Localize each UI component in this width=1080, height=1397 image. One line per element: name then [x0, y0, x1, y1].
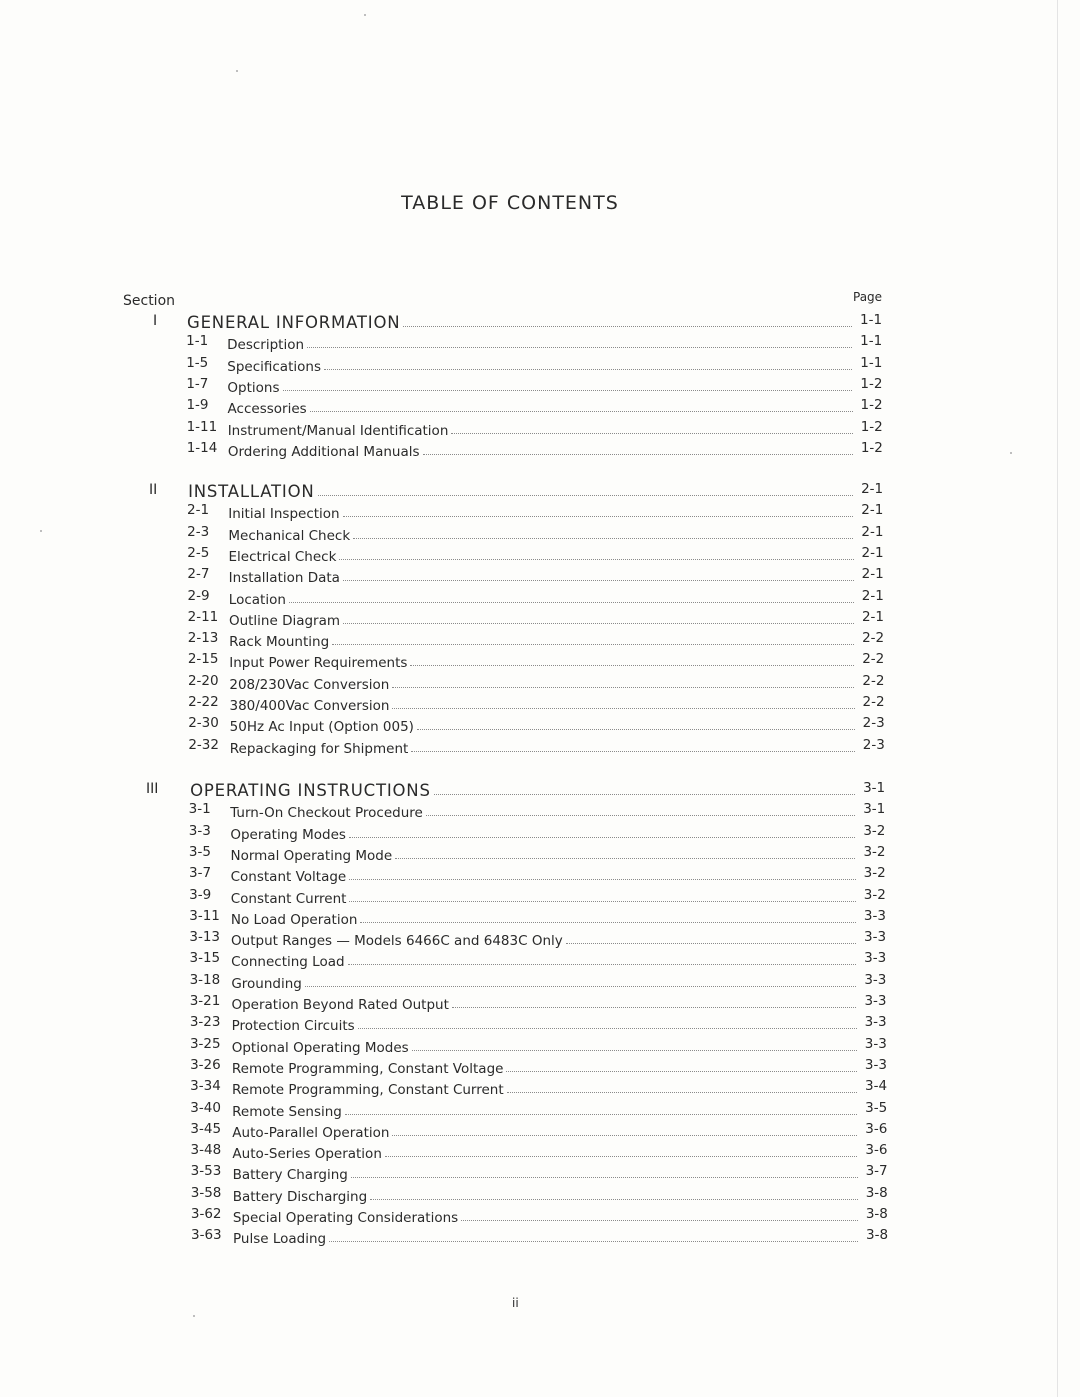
entry-page: 3-4 [865, 1078, 888, 1095]
toc-entry-row [0, 440, 1000, 460]
entry-number: 3-18 [189, 971, 221, 988]
entry-number: 3-7 [189, 865, 212, 882]
toc-entry-row [0, 1036, 1000, 1056]
entry-title: Ordering Additional Manuals [227, 443, 420, 460]
entry-number: 3-58 [190, 1184, 222, 1201]
toc-entry-row [0, 1057, 1000, 1077]
dot-leader [329, 1240, 858, 1242]
entry-page: 3-3 [864, 929, 887, 946]
dot-leader [392, 1134, 857, 1136]
dot-leader [349, 836, 855, 838]
dot-leader [343, 515, 854, 517]
dot-leader [566, 942, 856, 944]
dot-leader [353, 537, 853, 539]
entry-label [229, 566, 854, 586]
section-numeral: II [149, 482, 158, 498]
entry-page: 3-8 [865, 1227, 889, 1244]
entry-label [233, 1185, 858, 1205]
entry-page: 3-8 [865, 1206, 888, 1222]
entry-number: 2-1 [187, 502, 210, 519]
entry-label [229, 545, 854, 565]
entry-page: 1-1 [860, 333, 883, 350]
entry-page: 2-3 [862, 715, 885, 732]
dot-leader [307, 346, 852, 348]
entry-number: 3-15 [189, 950, 221, 967]
entry-page: 1-1 [860, 354, 883, 371]
toc-entry-row [0, 673, 1000, 693]
entry-title: 380/400Vac Conversion [229, 698, 390, 714]
toc-entry-row [0, 887, 1000, 907]
entry-title: Options [227, 379, 280, 396]
entry-title: Special Operating Considerations [232, 1210, 459, 1226]
entry-label [232, 1036, 857, 1056]
toc-entry-row [0, 1014, 1000, 1034]
entry-title: Input Power Requirements [229, 655, 408, 672]
entry-title: Constant Voltage [230, 869, 347, 886]
entry-label [190, 780, 855, 800]
entry-title: Normal Operating Mode [230, 847, 393, 864]
entry-title: Auto-Series Operation [232, 1146, 382, 1163]
entry-number: 3-34 [190, 1078, 221, 1095]
dot-leader [417, 728, 855, 730]
toc-entry-row [0, 376, 1000, 396]
dot-leader [360, 921, 855, 923]
toc-entry-row [0, 908, 1000, 928]
entry-label [228, 524, 853, 544]
dot-leader [310, 410, 853, 412]
entry-page: 1-2 [860, 439, 883, 456]
section-title: GENERAL INFORMATION [187, 313, 401, 332]
entry-number: 1-14 [186, 439, 218, 456]
toc-entry-row [0, 1206, 1000, 1226]
entry-title: Protection Circuits [231, 1018, 355, 1035]
toc-entry-row [0, 865, 1000, 885]
dot-leader [423, 453, 853, 455]
entry-number: 3-13 [189, 929, 220, 946]
entry-label [230, 823, 855, 843]
entry-page: 2-1 [861, 502, 884, 519]
entry-page: 3-3 [864, 1056, 887, 1073]
toc-entry-row [0, 545, 1000, 565]
dot-leader [289, 601, 854, 603]
toc-entry-row [0, 419, 1000, 439]
entry-number: 3-3 [188, 822, 211, 839]
section-heading-row [0, 312, 1000, 332]
section-numeral: I [153, 313, 158, 329]
entry-number: 1-7 [186, 375, 209, 392]
toc-entry-row [0, 1078, 1000, 1098]
entry-page: 3-3 [863, 907, 886, 924]
entry-label [228, 397, 853, 417]
entry-number: 2-20 [187, 672, 219, 689]
dot-leader [343, 579, 854, 581]
entry-page: 2-1 [861, 608, 884, 625]
dot-leader [434, 793, 855, 795]
entry-label [232, 1078, 857, 1098]
entry-title: Mechanical Check [228, 527, 351, 544]
entry-number: 3-45 [190, 1120, 222, 1137]
entry-number: 3-9 [189, 886, 212, 903]
entry-page: 3-2 [863, 822, 886, 839]
section-title: OPERATING INSTRUCTIONS [190, 781, 431, 800]
entry-label [187, 312, 852, 332]
section-title: INSTALLATION [188, 482, 315, 501]
dot-leader [324, 368, 852, 370]
entry-page: 2-3 [862, 736, 885, 753]
entry-page: 3-1 [863, 780, 886, 796]
entry-title: Operating Modes [230, 826, 346, 843]
entry-number: 2-13 [187, 630, 219, 647]
entry-title: Turn-On Checkout Procedure [230, 805, 423, 822]
entry-number: 2-30 [188, 715, 219, 732]
toc-entry-row [0, 397, 1000, 417]
entry-label [229, 588, 854, 608]
toc-entry-row [0, 1142, 1000, 1162]
dot-leader [283, 389, 853, 391]
dot-leader [349, 878, 855, 880]
toc-entry-row [0, 694, 1000, 714]
entry-page: 3-1 [863, 801, 886, 818]
entry-label [228, 419, 853, 439]
entry-number: 2-32 [188, 736, 219, 753]
entry-page: 3-6 [865, 1142, 888, 1159]
entry-label [188, 481, 853, 501]
entry-label [232, 1100, 857, 1120]
entry-title: Pulse Loading [232, 1231, 327, 1248]
entry-label [227, 333, 852, 353]
toc-entry-row [0, 737, 1000, 757]
dot-leader [452, 1006, 857, 1008]
entry-title: Auto-Parallel Operation [232, 1124, 390, 1141]
section-heading-row [0, 481, 1000, 501]
entry-page: 2-1 [861, 481, 884, 497]
toc-entry-row [0, 1163, 1000, 1183]
section-numeral: III [146, 781, 159, 797]
entry-page: 1-1 [860, 312, 883, 328]
entry-title: Description [227, 337, 305, 354]
dot-leader [343, 622, 854, 624]
entry-label [232, 1014, 857, 1034]
page-title: TABLE OF CONTENTS [401, 192, 619, 214]
entry-page: 3-7 [865, 1163, 888, 1180]
dot-leader [345, 1113, 857, 1115]
entry-label [228, 440, 853, 460]
entry-label [228, 502, 853, 522]
entry-number: 2-5 [187, 544, 210, 561]
entry-label [229, 609, 854, 629]
toc-entry-row [0, 524, 1000, 544]
section-heading-row [0, 780, 1000, 800]
toc-entry-row [0, 566, 1000, 586]
dot-leader [348, 963, 857, 965]
toc-entry-row [0, 715, 1000, 735]
entry-label [229, 673, 854, 693]
entry-page: 3-3 [864, 993, 887, 1009]
entry-title: Accessories [227, 401, 307, 418]
entry-number: 2-9 [187, 587, 210, 604]
dot-leader [332, 643, 854, 645]
entry-label [233, 1206, 858, 1226]
entry-number: 3-26 [190, 1056, 221, 1073]
dot-leader [385, 1155, 858, 1157]
toc-entry-row [0, 333, 1000, 353]
entry-page: 3-3 [864, 950, 887, 967]
entry-title: Electrical Check [228, 548, 337, 565]
toc-entry-row [0, 993, 1000, 1013]
entry-number: 1-11 [186, 418, 218, 435]
toc-entry-row [0, 1100, 1000, 1120]
toc-entry-row [0, 844, 1000, 864]
entry-title: Repackaging for Shipment [229, 740, 409, 757]
entry-page: 2-1 [861, 566, 884, 583]
dot-leader [349, 900, 855, 902]
toc-entry-row [0, 609, 1000, 629]
entry-page: 2-1 [861, 587, 884, 604]
dot-leader [403, 325, 852, 327]
dot-leader [507, 1091, 857, 1093]
entry-title: Remote Sensing [232, 1103, 342, 1120]
toc-entry-row [0, 588, 1000, 608]
page-number: ii [512, 1296, 519, 1310]
entry-label [232, 1142, 857, 1162]
entry-title: No Load Operation [230, 911, 358, 928]
toc-entry-row [0, 1121, 1000, 1141]
entry-page: 2-1 [861, 544, 884, 561]
entry-page: 1-2 [860, 375, 883, 392]
scan-speck [193, 1315, 195, 1317]
entry-title: Installation Data [228, 570, 340, 587]
scan-speck [1010, 452, 1012, 454]
dot-leader [412, 1049, 857, 1051]
entry-title: Optional Operating Modes [231, 1039, 409, 1056]
entry-label [230, 737, 855, 757]
dot-leader [461, 1219, 858, 1221]
dot-leader [370, 1198, 858, 1200]
entry-page: 2-2 [862, 630, 885, 647]
entry-page: 3-3 [864, 1035, 887, 1052]
entry-title: Location [228, 591, 286, 608]
entry-label [230, 715, 855, 735]
entry-number: 1-5 [186, 354, 209, 371]
page-edge [1057, 0, 1058, 1397]
entry-title: Initial Inspection [228, 506, 340, 523]
entry-label [231, 929, 856, 949]
entry-number: 1-9 [186, 397, 209, 414]
entry-number: 3-40 [190, 1099, 221, 1116]
entry-label [231, 950, 856, 970]
entry-title: Specifications [227, 358, 321, 375]
dot-leader [451, 432, 852, 434]
dot-leader [410, 664, 854, 666]
entry-page: 3-2 [863, 886, 886, 903]
entry-label [232, 1121, 857, 1141]
toc-entry-row [0, 801, 1000, 821]
entry-number: 3-48 [190, 1142, 222, 1159]
entry-label [231, 865, 856, 885]
entry-label [229, 651, 854, 671]
entry-page: 3-3 [864, 971, 887, 988]
entry-page: 3-3 [864, 1014, 887, 1031]
entry-label [227, 376, 852, 396]
entry-number: 3-23 [189, 1014, 221, 1031]
entry-title: Rack Mounting [229, 634, 330, 651]
scan-speck [364, 14, 366, 16]
toc-entry-row [0, 355, 1000, 375]
dot-leader [392, 686, 854, 688]
toc-entry-row [0, 1185, 1000, 1205]
dot-leader [506, 1070, 856, 1072]
entry-label [231, 908, 856, 928]
dot-leader [411, 750, 854, 752]
entry-title: 50Hz Ac Input (Option 005) [229, 719, 414, 736]
entry-page: 3-2 [863, 843, 886, 860]
entry-title: Operation Beyond Rated Output [231, 997, 449, 1013]
entry-title: Instrument/Manual Identification [227, 422, 449, 439]
toc-entry-row [0, 1227, 1000, 1247]
entry-page: 1-2 [860, 418, 883, 435]
dot-leader [339, 558, 853, 560]
entry-number: 3-25 [189, 1035, 221, 1052]
entry-label [232, 1057, 857, 1077]
toc-entry-row [0, 950, 1000, 970]
dot-leader [358, 1027, 857, 1029]
entry-title: Output Ranges — Models 6466C and 6483C Only [231, 933, 563, 950]
entry-page: 2-2 [862, 672, 885, 689]
toc-entry-row [0, 651, 1000, 671]
entry-title: 208/230Vac Conversion [229, 676, 390, 693]
entry-title: Battery Discharging [232, 1188, 368, 1205]
dot-leader [426, 814, 855, 816]
toc-entry-row [0, 929, 1000, 949]
entry-number: 2-11 [187, 608, 219, 625]
entry-label [229, 630, 854, 650]
dot-leader [395, 857, 855, 859]
page-column-header: Page [853, 290, 883, 304]
entry-label [233, 1163, 858, 1183]
entry-number: 3-62 [190, 1206, 222, 1222]
entry-page: 2-1 [861, 523, 884, 540]
entry-number: 3-5 [188, 843, 211, 860]
entry-page: 2-2 [862, 651, 885, 668]
entry-title: Grounding [231, 975, 302, 992]
entry-title: Connecting Load [231, 954, 345, 971]
entry-title: Constant Current [230, 890, 347, 907]
entry-label [227, 355, 852, 375]
entry-number: 3-11 [189, 907, 220, 924]
entry-page: 3-8 [865, 1184, 888, 1201]
entry-number: 3-1 [188, 801, 211, 818]
entry-number: 2-15 [187, 651, 219, 668]
entry-title: Battery Charging [232, 1167, 348, 1184]
entry-number: 2-7 [187, 566, 210, 583]
dot-leader [392, 707, 854, 709]
entry-number: 1-1 [186, 333, 209, 350]
entry-page: 3-5 [865, 1099, 888, 1116]
section-column-header: Section [123, 293, 176, 309]
entry-label [231, 993, 856, 1013]
entry-label [230, 801, 855, 821]
entry-number: 2-3 [187, 523, 210, 540]
entry-number: 3-53 [190, 1163, 222, 1180]
toc-entry-row [0, 823, 1000, 843]
entry-number: 2-22 [188, 694, 219, 710]
scan-speck [236, 70, 238, 72]
dot-leader [305, 985, 856, 987]
toc-entry-row [0, 972, 1000, 992]
entry-title: Remote Programming, Constant Current [232, 1082, 504, 1099]
entry-page: 2-2 [862, 694, 885, 710]
entry-label [233, 1227, 858, 1247]
entry-number: 3-63 [190, 1227, 222, 1244]
entry-number: 3-21 [189, 993, 221, 1009]
entry-label [231, 972, 856, 992]
entry-page: 3-6 [865, 1120, 888, 1137]
entry-label [230, 694, 855, 714]
entry-page: 3-2 [863, 865, 886, 882]
entry-title: Outline Diagram [228, 612, 341, 629]
dot-leader [318, 494, 854, 496]
toc-entry-row [0, 630, 1000, 650]
entry-label [231, 887, 856, 907]
entry-title: Remote Programming, Constant Voltage [231, 1060, 504, 1077]
entry-page: 1-2 [860, 397, 883, 414]
toc-entry-row [0, 502, 1000, 522]
dot-leader [351, 1176, 858, 1178]
entry-label [230, 844, 855, 864]
